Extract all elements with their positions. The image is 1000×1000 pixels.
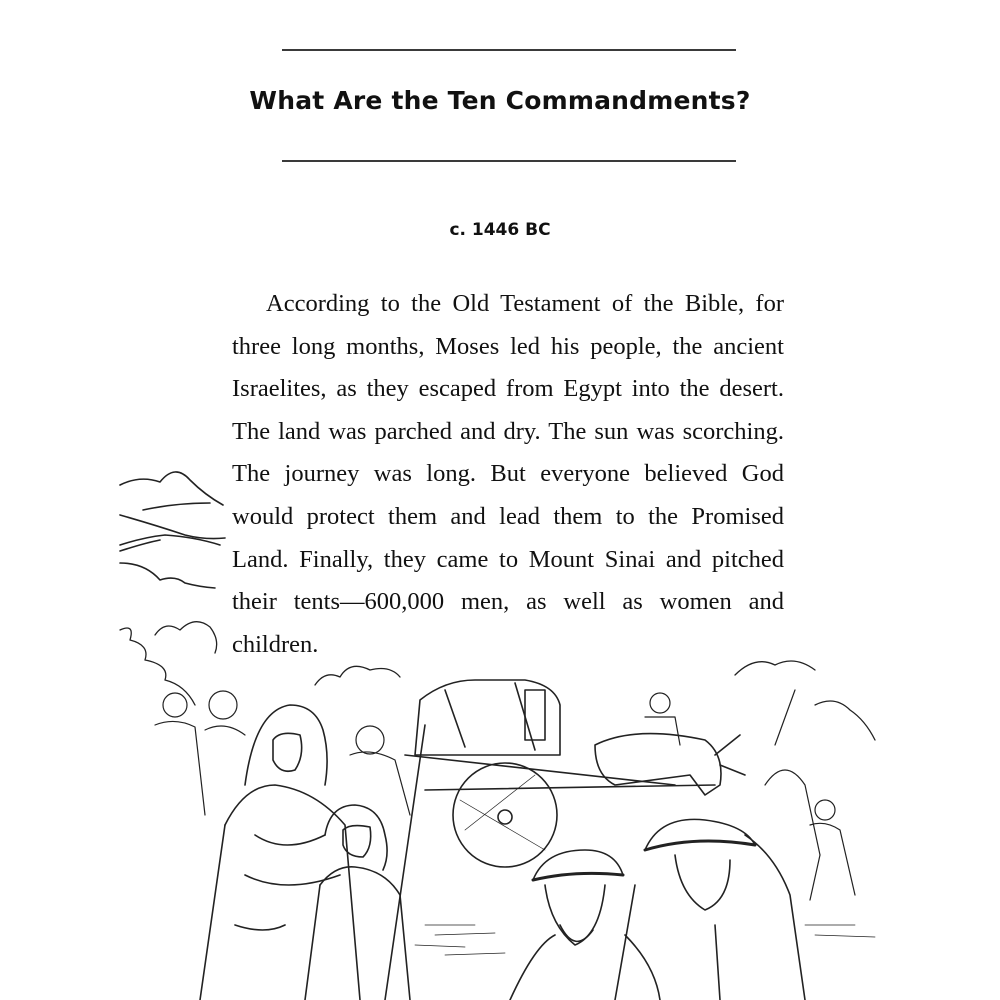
- ground-hatching: [415, 925, 875, 955]
- dust-clouds: [120, 622, 875, 740]
- man-figure-2: [615, 819, 805, 1000]
- woman-figure: [200, 705, 360, 1000]
- child-figure: [305, 725, 425, 1000]
- bottom-divider: [282, 160, 736, 162]
- top-divider: [282, 49, 736, 51]
- background-crowd: [155, 690, 855, 900]
- body-paragraph: According to the Old Testament of the Bible, for three long months, Moses led his people, the ancient Israelites, as they escaped from Egypt into the desert. The land was parched and dry. The sun was scorching. The journey was long. But everyone believed God would protect them and lead them to the Promised Land. Finally, they came to Mount Sinai and pitched their tents—600,000 men, as well as women and children.: [232, 290, 784, 658]
- wagon-wheel: [453, 763, 557, 867]
- wind-lines: [120, 472, 225, 588]
- date-label: c. 1446 BC: [449, 220, 551, 240]
- chapter-title: What Are the Ten Commandments?: [249, 86, 751, 115]
- crowd-illustration: [115, 455, 895, 1000]
- man-figure-1: [510, 850, 660, 1000]
